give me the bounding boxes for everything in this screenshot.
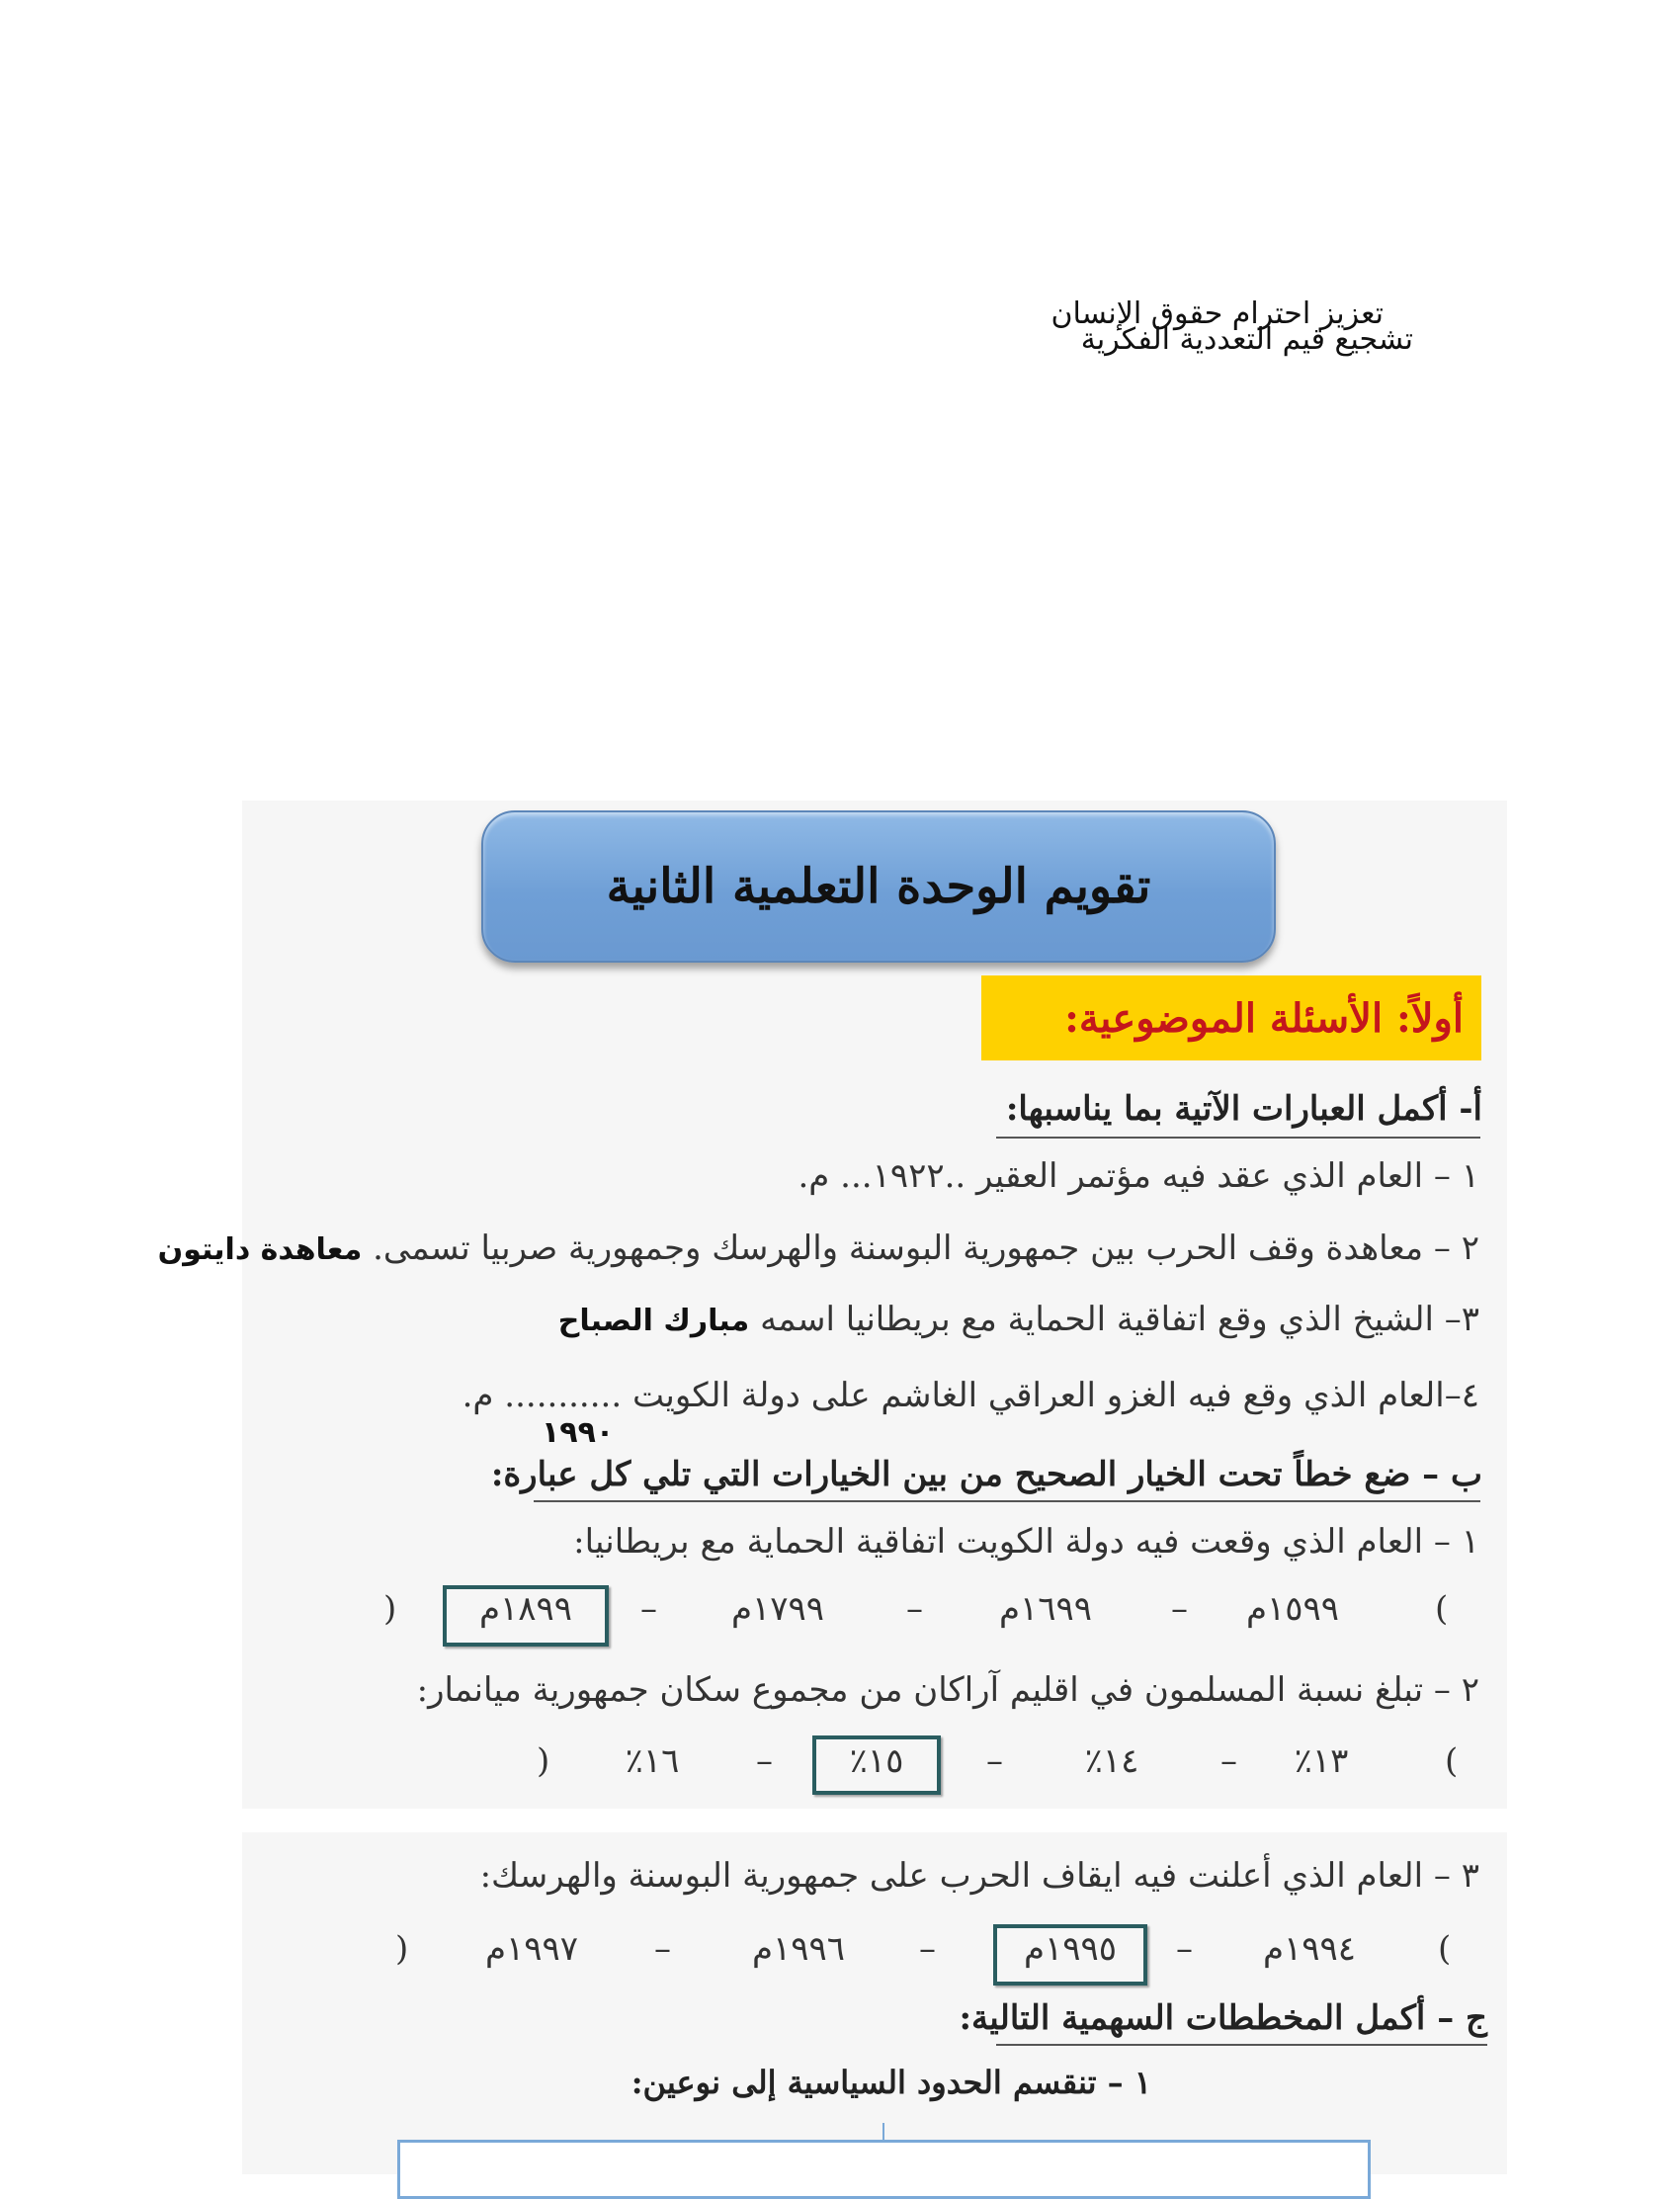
q1-open-paren: (: [1435, 1589, 1449, 1629]
part-b-question-2: ٢ – تبلغ نسبة المسلمون في اقليم آراكان من مجموع سكان جمهورية ميانمار:: [416, 1670, 1479, 1710]
section-one-header: [981, 975, 1481, 1060]
q2-option-1[interactable]: ٪١٣: [1294, 1741, 1349, 1781]
q2-open-paren: (: [1445, 1741, 1459, 1781]
part-a-item-3-answer: مبارك الصباح: [557, 1304, 750, 1338]
part-a-item-2: [158, 1228, 1479, 1268]
part-a-item-4: ٤–العام الذي وقع فيه الغزو العراقي الغاشم على دولة الكويت ........... م.: [462, 1376, 1479, 1415]
unit-title-banner: [481, 810, 1276, 963]
part-a-heading: أ- أكمل العبارات الآتية بما يناسبها:: [1005, 1089, 1482, 1129]
q2-close-paren: ): [537, 1741, 550, 1781]
q3-option-3[interactable]: ١٩٩٦م: [751, 1929, 846, 1969]
q3-option-1[interactable]: ١٩٩٤م: [1262, 1929, 1357, 1969]
part-a-item-2-answer: معاهدة دايتون: [157, 1232, 363, 1267]
q3-option-4[interactable]: ١٩٩٧م: [484, 1929, 579, 1969]
q1-close-paren: ): [383, 1589, 397, 1629]
note-line-2: تشجيع قيم التعددية الفكرية: [1080, 322, 1413, 357]
q1-separator-1: –: [1171, 1589, 1188, 1629]
panel-gap: [242, 1809, 1507, 1832]
part-c-underline: [996, 2044, 1487, 2046]
q1-option-4[interactable]: ١٨٩٩م: [478, 1589, 573, 1629]
unit-title: تقويم الوحدة التعلمية الثانية: [606, 859, 1151, 914]
q1-separator-3: –: [640, 1589, 657, 1629]
q2-separator-1: –: [1220, 1741, 1237, 1781]
q2-option-3[interactable]: ٪١٥: [849, 1741, 904, 1781]
q3-separator-3: –: [654, 1929, 671, 1969]
diagram-box[interactable]: [397, 2140, 1371, 2199]
q2-option-4[interactable]: ٪١٦: [625, 1741, 680, 1781]
note-line-1: تعزيز احترام حقوق الإنسان: [1050, 296, 1384, 331]
part-a-item-2-text: ٢ – معاهدة وقف الحرب بين جمهورية البوسنة والهرسك وجمهورية صربيا تسمى.: [373, 1228, 1479, 1268]
q3-option-2[interactable]: ١٩٩٥م: [1023, 1929, 1118, 1969]
part-c-heading: ج – أكمل المخططات السهمية التالية:: [959, 1998, 1487, 2038]
q3-close-paren: ): [395, 1929, 409, 1969]
q3-separator-2: –: [919, 1929, 936, 1969]
part-b-heading: ب – ضع خطاً تحت الخيار الصحيح من بين الخيارات التي تلي كل عبارة:: [490, 1455, 1482, 1494]
q3-open-paren: (: [1438, 1929, 1452, 1969]
q3-separator-1: –: [1176, 1929, 1193, 1969]
q1-separator-2: –: [906, 1589, 923, 1629]
part-a-underline: [996, 1137, 1480, 1139]
q1-option-1[interactable]: ١٥٩٩م: [1245, 1589, 1340, 1629]
q2-option-2[interactable]: ٪١٤: [1084, 1741, 1139, 1781]
diagram-connector: [882, 2123, 884, 2141]
part-a-item-3: [558, 1300, 1479, 1339]
part-b-underline: [534, 1500, 1480, 1502]
q2-separator-3: –: [756, 1741, 773, 1781]
part-a-item-4-answer: ١٩٩٠: [542, 1415, 615, 1450]
section-one-title: أولاً: الأسئلة الموضوعية:: [1064, 994, 1464, 1042]
part-b-question-1: ١ – العام الذي وقعت فيه دولة الكويت اتفاقية الحماية مع بريطانيا:: [573, 1522, 1479, 1562]
q1-option-2[interactable]: ١٦٩٩م: [998, 1589, 1093, 1629]
part-a-item-3-text: ٣– الشيخ الذي وقع اتفاقية الحماية مع بريطانيا اسمه: [760, 1300, 1479, 1339]
q2-separator-2: –: [986, 1741, 1003, 1781]
part-a-item-1: ١ – العام الذي عقد فيه مؤتمر العقير ..١٩٢٢... م.: [798, 1156, 1479, 1196]
part-b-question-3: ٣ – العام الذي أعلنت فيه ايقاف الحرب على جمهورية البوسنة والهرسك:: [479, 1856, 1479, 1896]
part-c-item-1: ١ – تنقسم الحدود السياسية إلى نوعين:: [630, 2064, 1151, 2101]
q1-option-3[interactable]: ١٧٩٩م: [730, 1589, 825, 1629]
